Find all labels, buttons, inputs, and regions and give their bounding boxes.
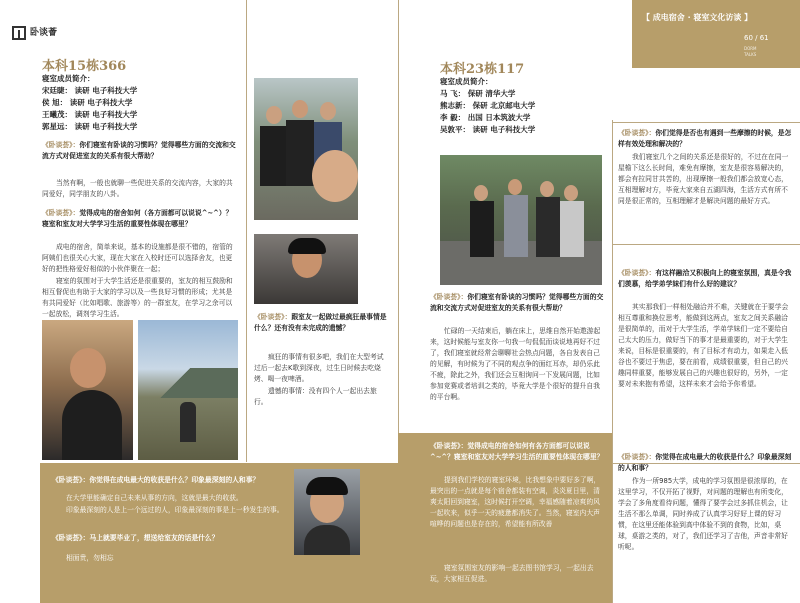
portrait-photo-2 (254, 234, 358, 304)
answer-5-right: 作为一所985大学，成电的学习氛围是很浓厚的，在这里学习，不仅开拓了视野，对问题的理解也有所变化，学会了多角度看待问题，懂得了要学会过多抓住机会，让生活不那么单调，同时养成了认真学习好好上课的好习惯，在这里还能体验到高中体验不到的食物，比如，桌球，桌游之类的，对了，我们还学习了吉他，声音非常好听呢。 (618, 477, 788, 551)
bottom-interview-box-left (40, 463, 398, 603)
header-sub1: DORM (744, 46, 757, 51)
question-2: 《卧谈荟》：觉得成电的宿舍如何（各方面都可以说说^~^）？寝室和室友对大学学习生活的重要性体现在哪里？ (42, 209, 233, 228)
bottom-answer-2: 相面贵，勿相忘 (66, 554, 114, 562)
answer-1: 当然有啊，一般也就聊一些促进关系的交流内容，大家的共同爱好，同学朋友的八卦。 (42, 179, 233, 198)
portrait-photo (42, 320, 133, 460)
member-row: 侯 旭： 读研 电子科技大学 (42, 98, 133, 107)
answer-3b: 遗憾的事情：没有四个人一起出去旅行。 (254, 387, 377, 406)
logo-mark-icon (12, 26, 26, 40)
divider-left-col (246, 0, 247, 462)
question-3: 《卧谈荟》：跟室友一起做过最疯狂最事情是什么？还有没有未完成的遗憾？ (254, 313, 387, 332)
answer-2b-right: 寝室氛围室友的影响一起去图书馆学习，一起出去玩，大家相互促进。 (430, 564, 594, 583)
question-4-right: 《卧谈荟》：有这样融洽又积极向上的寝室氛围，真是令我们羡慕，给学弟学妹们有什么好的建议？ (618, 269, 792, 288)
question-1-right: 《卧谈荟》：你们寝室有卧谈的习惯吗？觉得哪些方面的交流和交流方式对促进室友的关系有很大帮助？ (430, 293, 604, 312)
header-sub2: TALKS (744, 52, 757, 57)
member-list-right (440, 88, 535, 136)
room-title-117: 本科23栋117 (440, 62, 525, 77)
page-number: 60 / 61 (744, 34, 769, 42)
question-1: 《卧谈荟》：你们寝室有卧谈的习惯吗？觉得哪些方面的交流和交流方式对促进室友的关系有很大帮助？ (42, 141, 236, 160)
member-row: 郭星远： 读研 电子科技大学 (42, 122, 138, 131)
group-photo-117 (440, 155, 602, 285)
question-2-right: 《卧谈荟》：觉得成电的宿舍如何有各方面都可以说说^~^？寝室和室友对大学学习生活的重要性体现在哪里？ (430, 442, 604, 461)
rule-1 (612, 122, 800, 123)
answer-1-right: 忙碌的一天结束后，躺在床上，思维自然开始遨游起来，这时候能与室友你一句我一句侃侃而谈说地再好不过了，我们寝室就经常会聊聊社会热点问题，各自发表自己的见解，有时候为了不同的观点争的面红耳赤，却仍乐此不疲，除此之外，我们还会互相询问一下发展问题，比如参加竞赛或者培训之类的，毕竟大学是个很好的提升自我的平台啊。 (430, 327, 601, 401)
bottom-answer-1a: 在大学里能确定自己未来从事的方向，这就是最大的收获。 (66, 494, 243, 502)
header-title: 【 成电宿舍 · 寝室文化访谈 】 (642, 13, 753, 22)
member-row: 李 毅： 出国 日本筑波大学 (440, 113, 531, 122)
brand-logo (12, 26, 72, 40)
question-5-right: 《卧谈荟》：你觉得在成电最大的收获是什么？印象最深刻的人和事？ (618, 453, 792, 472)
member-row: 熊志新： 保研 北京邮电大学 (440, 101, 536, 110)
answer-2a: 成电的宿舍，简单来说，基本的设施都是很不错的，宿管的阿姨们也很关心大家，现在大家在入校时还可以选择舍友，也更好的把性格爱好相似的小伙伴聚在一起； (42, 243, 233, 273)
rule-2 (612, 244, 800, 245)
members-heading-right: 寝室成员简介： (440, 77, 493, 86)
member-row: 吴敦平： 读研 电子科技大学 (440, 125, 536, 134)
bottom-interview-box-right (398, 433, 612, 603)
members-heading: 寝室成员简介： (42, 74, 95, 83)
member-row: 马 飞： 保研 清华大学 (440, 89, 516, 98)
bottom-question-1: 《卧谈荟》：你觉得在成电最大的收获是什么？印象最深刻的人和事？ (52, 476, 260, 484)
bottom-answer-1b: 印象最深刻的人是上一个远过的人，印象最深刻的事是上一秒发生的事。 (66, 506, 284, 514)
member-row: 王曦茂： 读研 电子科技大学 (42, 110, 138, 119)
portrait-photo-3 (294, 469, 360, 555)
divider-right-col (612, 120, 613, 603)
group-photo-366 (254, 78, 358, 220)
answer-3a: 疯狂的事情有很多吧，我们在大型考试过后一起去K歌到深夜，过生日时候去吃烧烤、喝一夜啤酒。 (254, 353, 384, 383)
answer-3-right: 我们寝室几个之间的关系还是很好的，不过在在同一屋檐下这么长时间，难免有摩擦，室友是很容易解决的，都会有拉同甘共苦的，出现摩擦一般我们都会放宽心态，互相理解对方，毕竟大家来自五湖四海，生活方式有所不同是很正常的，互相理解才是解决问题的最好方式。 (618, 153, 789, 205)
header-band (632, 0, 800, 68)
member-list (42, 85, 137, 133)
question-3-right: 《卧谈荟》：你们觉得是否也有遇到一些摩擦的时候，是怎样有效处理和解决的？ (618, 129, 792, 148)
landscape-photo (138, 320, 238, 460)
answer-2a-right: 提到我们学校的寝室环境，比我想象中要好多了啊，最突出的一点就是每个宿舍都装有空调，炎炎夏日里，清爽太阳回到寝室，这时候打开空调，幸福感随着凉爽的风一起吹来，似乎一天的疲惫都消失了。当然，寝室内大声喧哗的问题也是存在的，希望能有所改善 (430, 476, 601, 528)
brand-name: 卧谈薈 (30, 28, 58, 38)
answer-4-right: 其实那我们一样相处融洽并不难，关键就在于要学会相互尊重和换位思考，能做到这两点，室友之间关系融洽是很简单的，而对于大学生活，学弟学妹们一定不要给自己太大的压力，做好当下的事才是最重要的，对于大学生来说，目标是很重要的，有了目标才有动力，如果走入低谷也不要过于焦虑，要在前看，成绩很重要，但自己的兴趣同样重要，能够发展自己的兴趣也很好的，另外，一定要对未来抱有希望，这样未来才会给予你希望。 (618, 303, 789, 388)
answer-2b: 寝室的氛围对于大学生活还是很重要的，室友的相互鼓励和相互督促也有助于大家的学习以及一些良好习惯的形成；尤其是有共同爱好（比如唱歌、旅游等）的一群室友，在学习之余可以一起放松，调剂学习生活。 (42, 277, 233, 318)
room-title-366: 本科15栋366 (42, 59, 127, 74)
bottom-question-2: 《卧谈荟》：马上就要毕业了，想送给室友的话是什么？ (52, 534, 219, 542)
member-row: 宋廷睫： 读研 电子科技大学 (42, 86, 138, 95)
